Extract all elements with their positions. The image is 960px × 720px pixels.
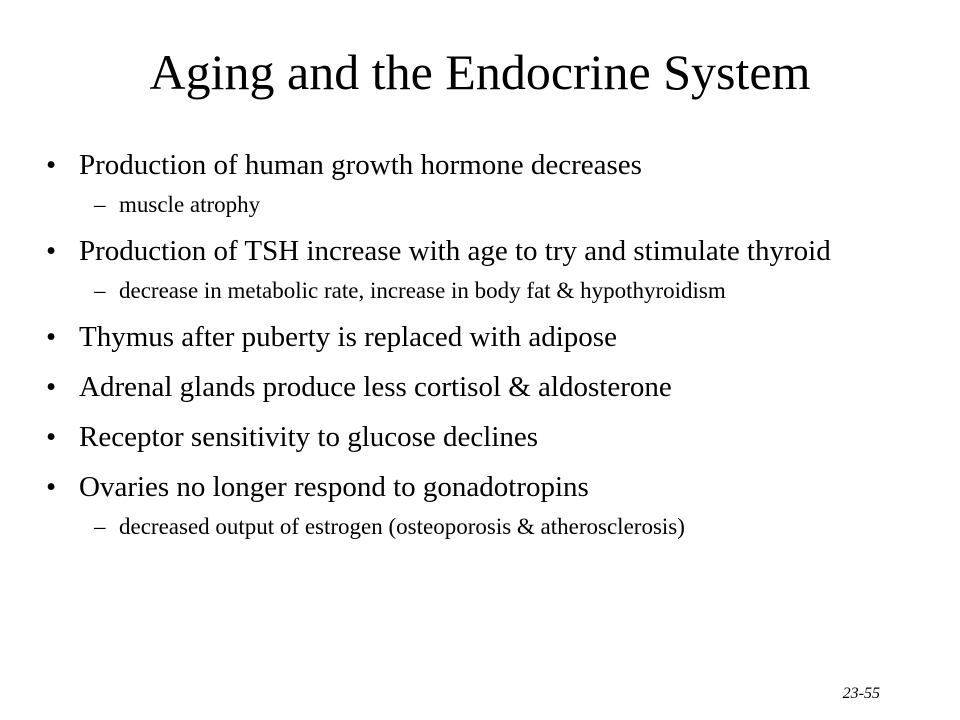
bullet-text: Thymus after puberty is replaced with adipose <box>79 321 617 353</box>
sub-bullet-text: decrease in metabolic rate, increase in body fat & hypothyroidism <box>119 278 726 303</box>
bullet-text: Receptor sensitivity to glucose declines <box>79 421 539 453</box>
bullet-item <box>46 146 926 184</box>
bullet-item <box>46 418 926 456</box>
bullet-text: Ovaries no longer respond to gonadotropins <box>79 471 589 503</box>
sub-bullet-item <box>46 512 926 542</box>
bullet-text: Adrenal glands produce less cortisol & aldosterone <box>79 371 672 403</box>
bullet-item <box>46 368 926 406</box>
sub-bullet-text: muscle atrophy <box>119 192 261 217</box>
dash-icon: – <box>94 514 106 539</box>
bullet-item <box>46 468 926 506</box>
bullet-list <box>46 146 926 542</box>
page-number: 23-55 <box>842 685 880 702</box>
sub-bullet-item <box>46 276 926 306</box>
dash-icon: – <box>94 192 106 217</box>
bullet-text: Production of TSH increase with age to try and stimulate thyroid <box>79 235 831 267</box>
bullet-icon: • <box>46 471 57 503</box>
bullet-item <box>46 232 926 270</box>
bullet-icon: • <box>46 149 57 181</box>
bullet-text: Production of human growth hormone decreases <box>79 149 642 181</box>
bullet-icon: • <box>46 371 57 403</box>
bullet-icon: • <box>46 235 57 267</box>
bullet-item <box>46 318 926 356</box>
slide-title: Aging and the Endocrine System <box>149 44 811 100</box>
sub-bullet-item <box>46 190 926 220</box>
bullet-icon: • <box>46 321 57 353</box>
bullet-icon: • <box>46 421 57 453</box>
dash-icon: – <box>94 278 106 303</box>
sub-bullet-text: decreased output of estrogen (osteoporosis & atherosclerosis) <box>119 514 685 539</box>
